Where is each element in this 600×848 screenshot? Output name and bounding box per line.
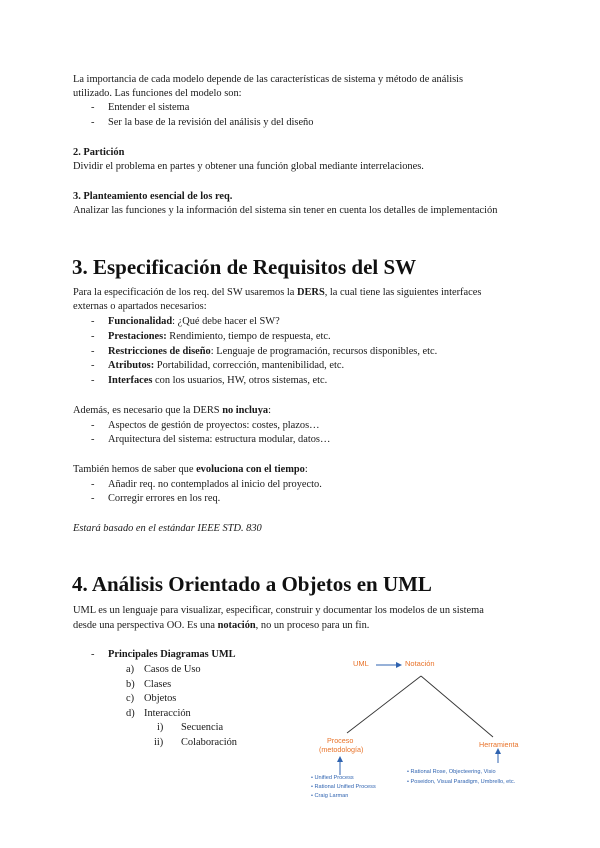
section-3-intro-line-2: externas o apartados necesarios: (73, 301, 207, 312)
list-letter: d) (126, 708, 135, 719)
diagrama-item-3: Objetos (144, 693, 177, 704)
intro-item-2: Ser la base de la revisión del análisis y del diseño (108, 117, 314, 128)
diagrama-item-1: Casos de Uso (144, 664, 201, 675)
herramienta-list-item: • Rational Rose, Objecteering, Visio (407, 769, 496, 775)
intro-line-1: La importancia de cada modelo depende de las características de sistema y método de análisis (73, 74, 464, 85)
bullet-dash: - (91, 493, 95, 504)
bullet-dash: - (91, 420, 95, 431)
no-incluye-item-1: Aspectos de gestión de proyectos: costes, plazos… (108, 420, 320, 431)
bullet-dash: - (91, 649, 95, 660)
proceso-label: Proceso (327, 736, 354, 745)
bullet-dash: - (91, 331, 95, 342)
interface-item-3: Restricciones de diseño: Lenguaje de programación, recursos disponibles, etc. (108, 346, 438, 357)
metodologia-label: (metodología) (319, 745, 364, 754)
estandar-note: Estará basado en el estándar IEEE STD. 830 (73, 523, 262, 534)
bullet-dash: - (91, 479, 95, 490)
list-letter: a) (126, 664, 135, 675)
section-4-heading: 4. Análisis Orientado a Objetos en UML (72, 572, 432, 596)
interface-item-2: Prestaciones: Rendimiento, tiempo de respuesta, etc. (108, 331, 331, 342)
list-letter: b) (126, 679, 135, 690)
proceso-list-item: • Unified Process (311, 775, 354, 781)
bullet-dash: - (91, 102, 95, 113)
planteamiento-text: Analizar las funciones y la información del sistema sin tener en cuenta los detalles de implementación (73, 205, 498, 216)
interface-item-1: Funcionalidad: ¿Qué debe hacer el SW? (108, 316, 280, 327)
interaccion-item-1: Secuencia (181, 722, 224, 733)
bullet-dash: - (91, 375, 95, 386)
planteamiento-title: 3. Planteamiento esencial de los req. (73, 191, 233, 202)
evoluciona-item-2: Corregir errores en los req. (108, 493, 221, 504)
section-3-intro-line-1: Para la especificación de los req. del SW usaremos la DERS, la cual tiene las siguientes interfaces (73, 287, 482, 298)
intro-line-2: utilizado. Las funciones del modelo son: (73, 88, 242, 99)
notacion-herramienta-line (421, 676, 493, 737)
diagrama-item-4: Interacción (144, 708, 191, 719)
list-roman: ii) (154, 737, 164, 748)
bullet-dash: - (91, 316, 95, 327)
ademas-line: Además, es necesario que la DERS no incluya: (73, 405, 271, 416)
bullet-dash: - (91, 346, 95, 357)
section-3-heading: 3. Especificación de Requisitos del SW (72, 255, 417, 279)
uml-diagram (303, 645, 550, 799)
bullet-dash: - (91, 360, 95, 371)
interaccion-item-2: Colaboración (181, 737, 237, 748)
section-4-line-1: UML es un lenguaje para visualizar, especificar, construir y documentar los modelos de un sistema (73, 605, 484, 616)
diagrama-item-2: Clases (144, 679, 172, 690)
no-incluye-item-2: Arquitectura del sistema: estructura modular, datos… (108, 434, 331, 445)
interface-item-4: Atributos: Portabilidad, corrección, mantenibilidad, etc. (108, 360, 345, 371)
herramienta-label: Herramienta (479, 740, 519, 749)
tiempo-line: También hemos de saber que evoluciona con el tiempo: (73, 464, 308, 475)
interface-item-5: Interfaces con los usuarios, HW, otros sistemas, etc. (108, 375, 328, 386)
notacion-proceso-line (347, 676, 421, 733)
particion-title: 2. Partición (73, 147, 125, 158)
list-letter: c) (126, 693, 135, 704)
bullet-dash: - (91, 117, 95, 128)
notacion-label: Notación (405, 659, 435, 668)
list-roman: i) (157, 722, 164, 733)
particion-text: Dividir el problema en partes y obtener una función global mediante interrelaciones. (73, 161, 424, 172)
bullet-dash: - (91, 434, 95, 445)
section-4-line-2: desde una perspectiva OO. Es una notación, no un proceso para un fin. (73, 620, 370, 631)
uml-label: UML (353, 659, 369, 668)
intro-item-1: Entender el sistema (108, 102, 190, 113)
herramienta-list-item: • Poseidon, Visual Paradigm, Umbrello, etc. (407, 779, 516, 785)
diagramas-title: Principales Diagramas UML (108, 649, 236, 660)
proceso-list-item: • Craig Larman (311, 793, 349, 799)
evoluciona-item-1: Añadir req. no contemplados al inicio del proyecto. (108, 479, 322, 490)
proceso-list-item: • Rational Unified Process (311, 784, 376, 790)
